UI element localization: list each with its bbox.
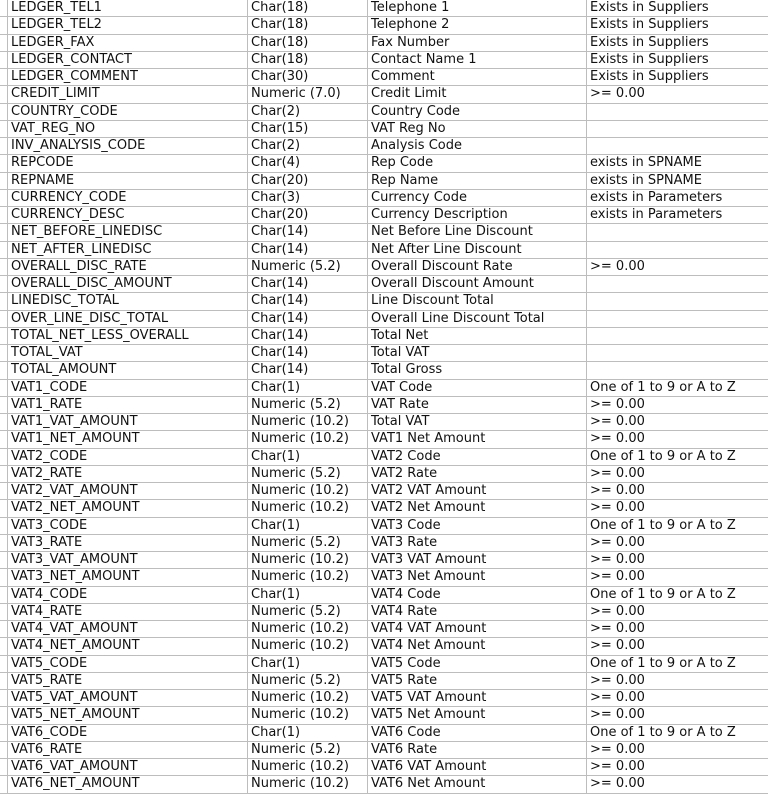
table-row [0,759,768,776]
field-name-cell[interactable]: CURRENCY_CODE [8,189,248,206]
field-description-cell[interactable]: Line Discount Total [368,293,587,310]
field-type-cell[interactable]: Numeric (5.2) [248,603,368,620]
field-name-cell[interactable]: LEDGER_FAX [8,34,248,51]
field-type-cell[interactable]: Char(14) [248,224,368,241]
field-validation-cell[interactable]: >= 0.00 [587,621,768,638]
table-row [0,552,768,569]
field-validation-cell[interactable] [587,241,768,258]
field-description-cell[interactable]: Fax Number [368,34,587,51]
field-type-cell[interactable]: Char(3) [248,189,368,206]
field-type-cell[interactable]: Char(20) [248,172,368,189]
table-row [0,672,768,689]
row-gutter [0,172,8,189]
field-description-cell[interactable]: Contact Name 1 [368,51,587,68]
table-row [0,103,768,120]
field-type-cell[interactable]: Numeric (5.2) [248,396,368,413]
row-gutter [0,448,8,465]
row-gutter [0,310,8,327]
field-type-cell[interactable]: Char(4) [248,155,368,172]
table-row [0,241,768,258]
field-name-cell[interactable]: VAT3_CODE [8,517,248,534]
field-validation-cell[interactable]: >= 0.00 [587,672,768,689]
field-type-cell[interactable]: Char(1) [248,517,368,534]
table-row [0,741,768,758]
field-name-cell[interactable]: VAT3_RATE [8,534,248,551]
row-gutter [0,103,8,120]
field-validation-cell[interactable]: Exists in Suppliers [587,51,768,68]
field-type-cell[interactable]: Char(14) [248,310,368,327]
field-validation-cell[interactable]: One of 1 to 9 or A to Z [587,517,768,534]
row-gutter [0,707,8,724]
field-type-cell[interactable]: Numeric (10.2) [248,638,368,655]
field-description-cell[interactable]: Net After Line Discount [368,241,587,258]
field-validation-cell[interactable]: >= 0.00 [587,690,768,707]
field-name-cell[interactable]: VAT3_NET_AMOUNT [8,569,248,586]
field-name-cell[interactable]: VAT1_CODE [8,379,248,396]
field-type-cell[interactable]: Numeric (10.2) [248,552,368,569]
field-name-cell[interactable]: VAT4_RATE [8,603,248,620]
field-validation-cell[interactable]: >= 0.00 [587,603,768,620]
row-gutter [0,655,8,672]
field-type-cell[interactable]: Char(18) [248,34,368,51]
field-validation-cell[interactable]: >= 0.00 [587,500,768,517]
field-name-cell[interactable]: LEDGER_COMMENT [8,69,248,86]
field-description-cell[interactable]: VAT5 Code [368,655,587,672]
field-type-cell[interactable]: Numeric (5.2) [248,672,368,689]
field-type-cell[interactable]: Numeric (10.2) [248,500,368,517]
table-row [0,655,768,672]
row-gutter [0,724,8,741]
field-name-cell[interactable]: TOTAL_AMOUNT [8,362,248,379]
field-validation-cell[interactable] [587,120,768,137]
row-gutter [0,362,8,379]
field-validation-cell[interactable]: One of 1 to 9 or A to Z [587,586,768,603]
field-validation-cell[interactable]: >= 0.00 [587,483,768,500]
field-name-cell[interactable]: VAT5_VAT_AMOUNT [8,690,248,707]
field-validation-cell[interactable]: >= 0.00 [587,741,768,758]
table-row [0,155,768,172]
table-row [0,534,768,551]
field-validation-cell[interactable]: One of 1 to 9 or A to Z [587,448,768,465]
row-gutter [0,379,8,396]
field-validation-cell[interactable]: >= 0.00 [587,776,768,793]
field-type-cell[interactable]: Numeric (10.2) [248,776,368,793]
field-type-cell[interactable]: Numeric (7.0) [248,86,368,103]
field-name-cell[interactable]: VAT6_CODE [8,724,248,741]
row-gutter [0,517,8,534]
table-row [0,34,768,51]
row-gutter [0,483,8,500]
field-name-cell[interactable]: VAT2_RATE [8,465,248,482]
row-gutter [0,586,8,603]
row-gutter [0,258,8,275]
table-row [0,396,768,413]
field-validation-cell[interactable]: exists in SPNAME [587,172,768,189]
table-row [0,569,768,586]
field-type-cell[interactable]: Numeric (10.2) [248,483,368,500]
field-name-cell[interactable]: NET_AFTER_LINEDISC [8,241,248,258]
field-validation-cell[interactable]: >= 0.00 [587,396,768,413]
field-validation-cell[interactable]: >= 0.00 [587,258,768,275]
row-gutter [0,327,8,344]
field-type-cell[interactable]: Char(1) [248,724,368,741]
field-type-cell[interactable]: Char(14) [248,327,368,344]
field-validation-cell[interactable]: >= 0.00 [587,86,768,103]
field-type-cell[interactable]: Numeric (5.2) [248,741,368,758]
table-row [0,51,768,68]
row-gutter [0,69,8,86]
table-row [0,724,768,741]
field-validation-cell[interactable] [587,345,768,362]
field-validation-cell[interactable] [587,103,768,120]
field-description-cell[interactable]: Total Net [368,327,587,344]
table-row [0,690,768,707]
field-description-cell[interactable]: Currency Description [368,207,587,224]
field-type-cell[interactable]: Char(1) [248,586,368,603]
row-gutter [0,276,8,293]
row-gutter [0,534,8,551]
field-type-cell[interactable]: Numeric (5.2) [248,258,368,275]
field-validation-cell[interactable] [587,224,768,241]
table-row [0,500,768,517]
field-name-cell[interactable]: REPCODE [8,155,248,172]
field-name-cell[interactable]: CURRENCY_DESC [8,207,248,224]
table-row [0,0,768,17]
table-row [0,448,768,465]
field-type-cell[interactable]: Char(1) [248,655,368,672]
field-description-cell[interactable]: VAT2 VAT Amount [368,483,587,500]
field-description-cell[interactable]: VAT Code [368,379,587,396]
row-gutter [0,690,8,707]
field-validation-cell[interactable]: exists in SPNAME [587,155,768,172]
row-gutter [0,431,8,448]
field-name-cell[interactable]: LEDGER_TEL2 [8,17,248,34]
field-validation-cell[interactable]: Exists in Suppliers [587,69,768,86]
table-row [0,293,768,310]
field-name-cell[interactable]: VAT2_NET_AMOUNT [8,500,248,517]
field-description-cell[interactable]: VAT5 Net Amount [368,707,587,724]
row-gutter [0,241,8,258]
field-validation-cell[interactable]: >= 0.00 [587,638,768,655]
field-description-cell[interactable]: Total VAT [368,414,587,431]
field-description-cell[interactable]: VAT6 Net Amount [368,776,587,793]
field-name-cell[interactable]: REPNAME [8,172,248,189]
table-row [0,586,768,603]
row-gutter [0,120,8,137]
field-validation-cell[interactable] [587,293,768,310]
row-gutter [0,345,8,362]
field-type-cell[interactable]: Numeric (5.2) [248,534,368,551]
field-description-cell[interactable]: VAT4 Code [368,586,587,603]
table-row [0,621,768,638]
row-gutter [0,207,8,224]
field-name-cell[interactable]: VAT4_VAT_AMOUNT [8,621,248,638]
table-row [0,638,768,655]
field-description-cell[interactable]: VAT2 Code [368,448,587,465]
table-row [0,86,768,103]
field-description-cell[interactable]: Overall Discount Rate [368,258,587,275]
table-row [0,172,768,189]
table-row [0,120,768,137]
row-gutter [0,396,8,413]
field-description-cell[interactable]: Total VAT [368,345,587,362]
field-name-cell[interactable]: OVERALL_DISC_AMOUNT [8,276,248,293]
field-type-cell[interactable]: Char(1) [248,448,368,465]
field-name-cell[interactable]: LINEDISC_TOTAL [8,293,248,310]
row-gutter [0,759,8,776]
field-description-cell[interactable]: VAT3 Rate [368,534,587,551]
field-name-cell[interactable]: VAT6_VAT_AMOUNT [8,759,248,776]
row-gutter [0,189,8,206]
table-row [0,258,768,275]
table-row [0,276,768,293]
row-gutter [0,155,8,172]
row-gutter [0,776,8,793]
field-validation-cell[interactable]: >= 0.00 [587,414,768,431]
field-type-cell[interactable]: Char(18) [248,0,368,17]
field-name-cell[interactable]: COUNTRY_CODE [8,103,248,120]
row-gutter [0,552,8,569]
field-name-cell[interactable]: VAT4_NET_AMOUNT [8,638,248,655]
table-row [0,345,768,362]
field-name-cell[interactable]: VAT3_VAT_AMOUNT [8,552,248,569]
field-description-cell[interactable]: Rep Name [368,172,587,189]
field-description-cell[interactable]: VAT4 VAT Amount [368,621,587,638]
field-name-cell[interactable]: TOTAL_VAT [8,345,248,362]
field-description-cell[interactable]: VAT5 Rate [368,672,587,689]
field-type-cell[interactable]: Char(1) [248,379,368,396]
field-name-cell[interactable]: VAT5_RATE [8,672,248,689]
field-type-cell[interactable]: Char(2) [248,103,368,120]
field-description-cell[interactable]: VAT3 VAT Amount [368,552,587,569]
field-description-cell[interactable]: VAT6 Code [368,724,587,741]
table-row [0,603,768,620]
table-row [0,69,768,86]
field-validation-cell[interactable]: One of 1 to 9 or A to Z [587,379,768,396]
field-name-cell[interactable]: VAT6_NET_AMOUNT [8,776,248,793]
row-gutter [0,0,8,17]
field-description-cell[interactable]: VAT6 Rate [368,741,587,758]
table-row [0,17,768,34]
field-validation-cell[interactable]: >= 0.00 [587,465,768,482]
field-validation-cell[interactable] [587,310,768,327]
field-description-cell[interactable]: VAT4 Rate [368,603,587,620]
field-name-cell[interactable]: TOTAL_NET_LESS_OVERALL [8,327,248,344]
field-type-cell[interactable]: Char(14) [248,276,368,293]
field-name-cell[interactable]: VAT5_CODE [8,655,248,672]
field-type-cell[interactable]: Char(30) [248,69,368,86]
row-gutter [0,621,8,638]
field-type-cell[interactable]: Char(18) [248,17,368,34]
table-row [0,189,768,206]
field-type-cell[interactable]: Char(2) [248,138,368,155]
field-validation-cell[interactable]: exists in Parameters [587,207,768,224]
field-description-cell[interactable]: VAT3 Net Amount [368,569,587,586]
table-row [0,483,768,500]
field-description-cell[interactable]: VAT6 VAT Amount [368,759,587,776]
field-description-cell[interactable]: Total Gross [368,362,587,379]
field-type-cell[interactable]: Char(14) [248,362,368,379]
field-name-cell[interactable]: VAT2_VAT_AMOUNT [8,483,248,500]
table-row [0,776,768,793]
field-description-cell[interactable]: VAT Reg No [368,120,587,137]
field-type-cell[interactable]: Char(14) [248,241,368,258]
table-row [0,414,768,431]
field-description-cell[interactable]: VAT3 Code [368,517,587,534]
row-gutter [0,465,8,482]
field-type-cell[interactable]: Char(20) [248,207,368,224]
field-validation-cell[interactable]: >= 0.00 [587,534,768,551]
table-row [0,431,768,448]
field-description-cell[interactable]: VAT4 Net Amount [368,638,587,655]
row-gutter [0,34,8,51]
table-row [0,310,768,327]
field-name-cell[interactable]: VAT1_NET_AMOUNT [8,431,248,448]
field-name-cell[interactable]: CREDIT_LIMIT [8,86,248,103]
field-validation-cell[interactable]: One of 1 to 9 or A to Z [587,724,768,741]
field-type-cell[interactable]: Numeric (10.2) [248,621,368,638]
table-row [0,465,768,482]
field-type-cell[interactable]: Char(18) [248,51,368,68]
field-type-cell[interactable]: Numeric (10.2) [248,431,368,448]
field-description-cell[interactable]: Rep Code [368,155,587,172]
row-gutter [0,414,8,431]
table-row [0,224,768,241]
row-gutter [0,138,8,155]
field-name-cell[interactable]: OVER_LINE_DISC_TOTAL [8,310,248,327]
field-name-cell[interactable]: VAT4_CODE [8,586,248,603]
field-description-cell[interactable]: Telephone 1 [368,0,587,17]
row-gutter [0,293,8,310]
field-validation-cell[interactable] [587,327,768,344]
field-name-cell[interactable]: OVERALL_DISC_RATE [8,258,248,275]
field-type-cell[interactable]: Char(15) [248,120,368,137]
field-type-cell[interactable]: Numeric (10.2) [248,569,368,586]
row-gutter [0,500,8,517]
field-description-cell[interactable]: VAT2 Rate [368,465,587,482]
field-validation-cell[interactable] [587,276,768,293]
field-validation-cell[interactable] [587,362,768,379]
field-name-cell[interactable]: LEDGER_CONTACT [8,51,248,68]
field-type-cell[interactable]: Char(14) [248,345,368,362]
field-description-cell[interactable]: VAT2 Net Amount [368,500,587,517]
field-name-cell[interactable]: VAT_REG_NO [8,120,248,137]
field-description-cell[interactable]: VAT5 VAT Amount [368,690,587,707]
field-name-cell[interactable]: NET_BEFORE_LINEDISC [8,224,248,241]
field-description-cell[interactable]: Net Before Line Discount [368,224,587,241]
field-description-cell[interactable]: Credit Limit [368,86,587,103]
row-gutter [0,569,8,586]
row-gutter [0,638,8,655]
field-name-cell[interactable]: VAT6_RATE [8,741,248,758]
field-type-cell[interactable]: Numeric (10.2) [248,414,368,431]
field-description-cell[interactable]: Country Code [368,103,587,120]
field-type-cell[interactable]: Char(14) [248,293,368,310]
field-description-cell[interactable]: VAT1 Net Amount [368,431,587,448]
field-validation-cell[interactable]: >= 0.00 [587,707,768,724]
row-gutter [0,741,8,758]
row-gutter [0,224,8,241]
table-row [0,517,768,534]
field-validation-cell[interactable]: Exists in Suppliers [587,34,768,51]
field-description-cell[interactable]: VAT Rate [368,396,587,413]
field-validation-cell[interactable]: exists in Parameters [587,189,768,206]
field-description-cell[interactable]: Telephone 2 [368,17,587,34]
field-description-cell[interactable]: Overall Discount Amount [368,276,587,293]
field-validation-cell[interactable]: >= 0.00 [587,759,768,776]
field-validation-cell[interactable]: Exists in Suppliers [587,0,768,17]
field-name-cell[interactable]: VAT5_NET_AMOUNT [8,707,248,724]
row-gutter [0,86,8,103]
field-type-cell[interactable]: Numeric (10.2) [248,707,368,724]
field-validation-cell[interactable]: One of 1 to 9 or A to Z [587,655,768,672]
field-validation-cell[interactable]: >= 0.00 [587,569,768,586]
field-description-cell[interactable]: Currency Code [368,189,587,206]
field-validation-cell[interactable] [587,138,768,155]
field-name-cell[interactable]: VAT2_CODE [8,448,248,465]
table-row [0,379,768,396]
field-name-cell[interactable]: VAT1_RATE [8,396,248,413]
table-row [0,138,768,155]
field-validation-cell[interactable]: Exists in Suppliers [587,17,768,34]
table-row [0,362,768,379]
table-row [0,707,768,724]
row-gutter [0,17,8,34]
table-row [0,207,768,224]
field-type-cell[interactable]: Numeric (5.2) [248,465,368,482]
row-gutter [0,603,8,620]
field-name-cell[interactable]: INV_ANALYSIS_CODE [8,138,248,155]
field-validation-cell[interactable]: >= 0.00 [587,431,768,448]
field-description-cell[interactable]: Overall Line Discount Total [368,310,587,327]
field-description-cell[interactable]: Analysis Code [368,138,587,155]
field-type-cell[interactable]: Numeric (10.2) [248,759,368,776]
field-description-cell[interactable]: Comment [368,69,587,86]
table-row [0,327,768,344]
field-type-cell[interactable]: Numeric (10.2) [248,690,368,707]
field-validation-cell[interactable]: >= 0.00 [587,552,768,569]
row-gutter [0,51,8,68]
row-gutter [0,672,8,689]
field-name-cell[interactable]: LEDGER_TEL1 [8,0,248,17]
field-name-cell[interactable]: VAT1_VAT_AMOUNT [8,414,248,431]
